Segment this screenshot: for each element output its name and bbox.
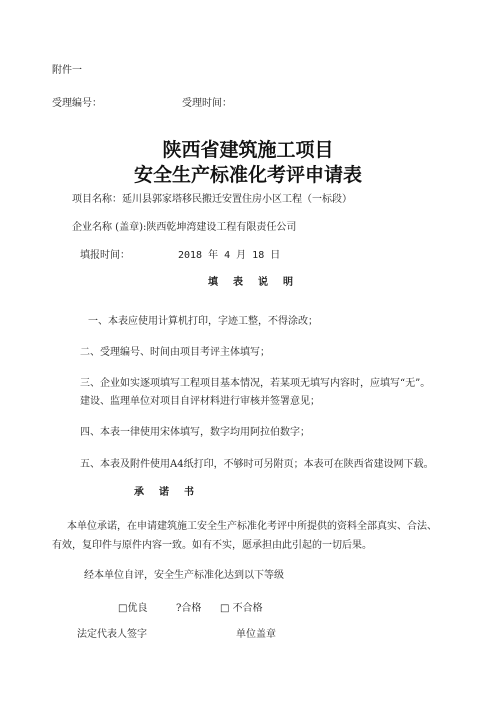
commitment-text: 有效，复印件与原件内容一致。如有不实，愿承担由此引起的一切后果。 [52, 540, 372, 551]
title-line-1: 陕西省建筑施工项目 [162, 139, 334, 161]
grade-option-excellent: □优良 [118, 603, 148, 614]
instruction-item: 建设、监理单位对项目自评材料进行审核并签署意见； [80, 396, 320, 407]
acceptance-time-label: 受理时间： [182, 98, 232, 109]
company-name: 企业名称 (盖章):陕西乾坤湾建设工程有限责任公司 [72, 222, 297, 233]
instruction-item: 四、本表一律使用宋体填写，数字均用阿拉伯数字； [80, 427, 310, 438]
grade-option-unqualified: □ 不合格 [220, 603, 263, 614]
instruction-item: 三、企业如实逐项填写工程项目基本情况，若某项无填写内容时，应填写“无”。 [80, 378, 431, 389]
self-evaluation-text: 经本单位自评，安全生产标准化达到以下等级 [84, 570, 284, 581]
project-name: 项目名称：延川县郭家塔移民搬迁安置住房小区工程（一标段） [72, 194, 352, 205]
title-line-2: 安全生产标准化考评申请表 [133, 164, 362, 186]
instruction-item: 二、受理编号、时间由项目考评主体填写； [80, 347, 270, 358]
unit-seal-label: 单位盖章 [236, 629, 276, 640]
acceptance-no-label: 受理编号： [52, 98, 102, 109]
fill-date-value: 2018 年 4 月 18 日 [178, 250, 281, 261]
attachment-label: 附件一 [52, 65, 82, 76]
instructions-heading: 填表说明 [208, 277, 308, 288]
instruction-item: 五、本表及附件使用A4纸打印，不够时可另附页；本表可在陕西省建设网下载。 [80, 459, 434, 470]
fill-date-label: 填报时间： [80, 250, 130, 261]
legal-representative-signature-label: 法定代表人签字 [77, 629, 147, 640]
grade-option-qualified: ?合格 [176, 603, 202, 614]
commitment-heading: 承诺书 [134, 487, 209, 498]
commitment-text: 本单位承诺，在申请建筑施工安全生产标准化考评中所提供的资料全部真实、合法、 [67, 521, 437, 532]
instruction-item: 一、本表应使用计算机打印，字迹工整，不得涂改； [88, 316, 318, 327]
